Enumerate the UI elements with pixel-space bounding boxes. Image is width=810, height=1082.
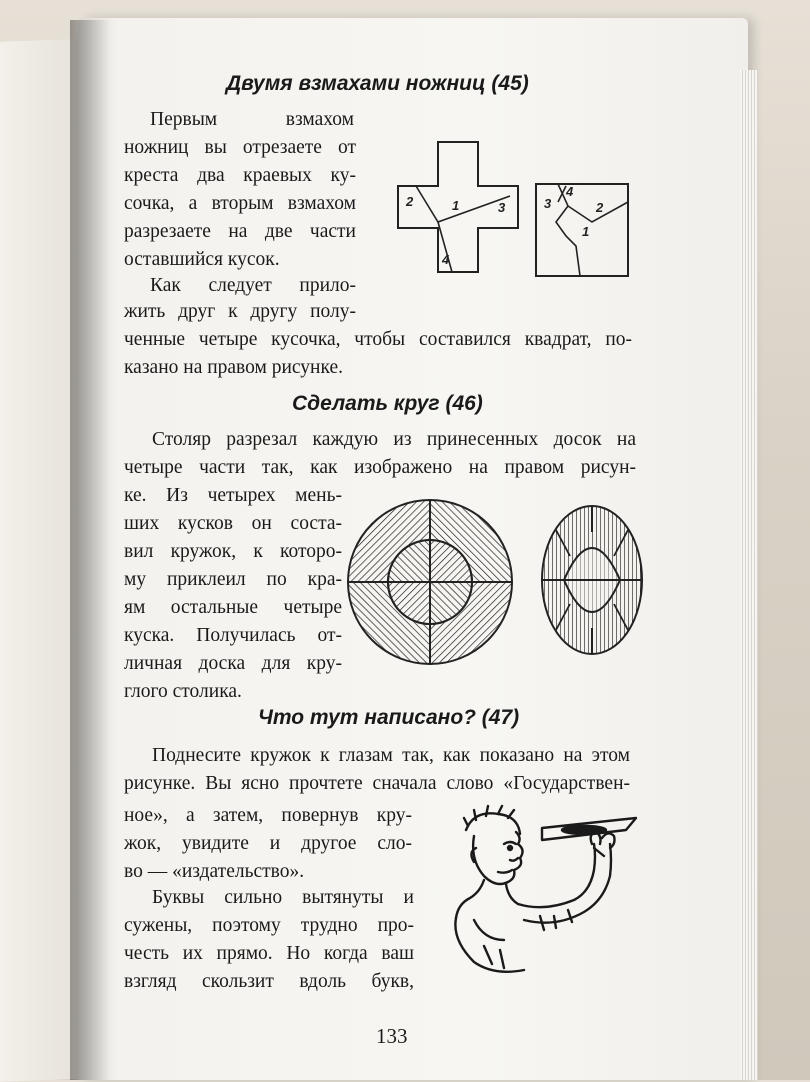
text-line: казано на правом рисунке. [124,357,344,378]
text-line: сужены, поэтому трудно про- [124,915,414,936]
text-line: жить друг к другу полу- [124,301,356,322]
figure-label: 1 [452,198,460,213]
figure-label: 3 [544,196,552,211]
text-line: вил кружок, к которо- [124,541,342,562]
text-line: Буквы сильно вытянуты и [152,887,414,908]
text-line: глого столика. [124,681,242,702]
text-line: куска. Получилась от- [124,625,342,646]
oval-board [542,506,642,654]
text-line: взгляд скользит вдоль букв, [124,971,414,992]
text-line: ших кусков он соста- [124,513,342,534]
text-line: Как следует прило- [150,275,356,296]
section-title-47: Что тут написано? (47) [258,706,520,729]
text-line: ченные четыре кусочка, чтобы составился квадрат, по- [124,329,632,350]
figure-label: 4 [442,252,450,267]
text-line: личная доска для кру- [124,653,342,674]
text-line: сочка, а вторым взмахом [124,193,356,214]
text-line: Первым взмахом [150,109,354,130]
text-line: ке. Из четырех мень- [124,485,342,506]
section-title-45: Двумя взмахами ножниц (45) [226,72,529,95]
text-line: рисунке. Вы ясно прочтете сначала слово «Государствен- [124,773,630,794]
man-reading-disc-illustration [444,800,644,978]
text-line: креста два краевых ку- [124,165,356,186]
text-line: оставшийся кусок. [124,249,280,270]
figure-label: 2 [406,194,414,209]
figure-label: 2 [596,200,604,215]
assembled-disc [348,500,512,664]
figure-label: 4 [566,184,574,199]
round-table-figure [344,496,644,666]
text-line: разрезаете на две части [124,221,356,242]
text-line: Столяр разрезал каждую из принесенных досок на [152,429,636,450]
page-number: 133 [376,1024,408,1048]
text-line: ножниц вы отрезаете от [124,137,356,158]
text-line: во — «издательство». [124,861,305,882]
text-line: четыре части так, как изображено на правом рисун- [124,457,636,478]
cross-cut-figure [390,140,640,280]
text-line: ям остальные четыре [124,597,342,618]
section-title-46: Сделать круг (46) [292,392,483,415]
text-line: ное», а затем, повернув кру- [124,805,412,826]
figure-label: 1 [582,224,590,239]
text-line: честь их прямо. Но когда ваш [124,943,414,964]
text-line: жок, увидите и другое сло- [124,833,412,854]
figure-label: 3 [498,200,506,215]
text-line: Поднесите кружок к глазам так, как показано на этом [152,745,630,766]
text-line: му приклеил по кра- [124,569,342,590]
